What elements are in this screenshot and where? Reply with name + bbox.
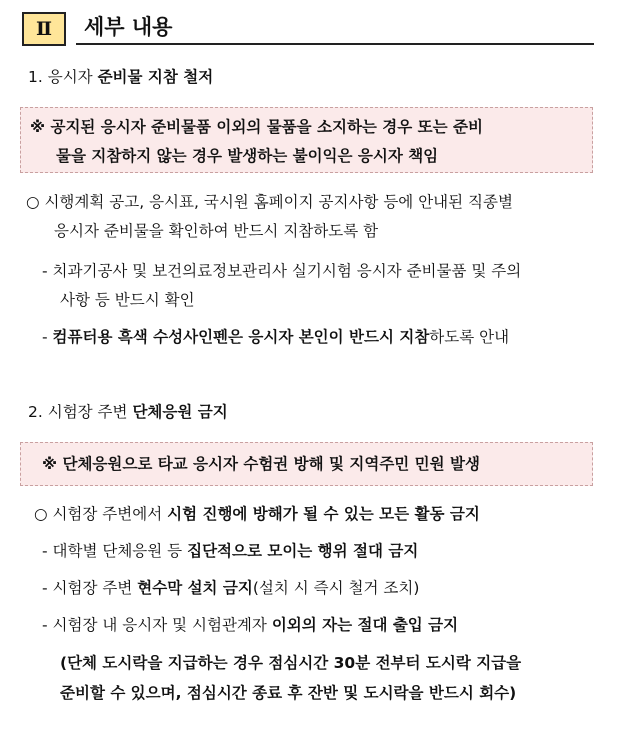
item1-sub2-bold: 컴퓨터용 흑색 수성사인펜은 응시자 본인이 반드시 지참 bbox=[52, 328, 430, 346]
item1-bullet-line2: 응시자 준비물을 확인하여 반드시 지참하도록 함 bbox=[54, 222, 379, 240]
item1-sub1-line1: - 치과기공사 및 보건의료정보관리사 실기시험 응시자 준비물품 및 주의 bbox=[42, 262, 522, 280]
item2-bullet-prefix: ○ 시험장 주변에서 bbox=[34, 505, 168, 523]
item2-heading-bold: 단체응원 금지 bbox=[132, 403, 228, 421]
item2-note-line1: (단체 도시락을 지급하는 경우 점심시간 30분 전부터 도시락 지급을 bbox=[60, 654, 522, 672]
item2-bullet bbox=[34, 503, 480, 525]
item1-sub2-dash: - bbox=[42, 328, 53, 346]
item1-heading-bold: 준비물 지참 철저 bbox=[97, 68, 214, 86]
item2-notice: ※ 단체응원으로 타교 응시자 수험권 방해 및 지역주민 민원 발생 bbox=[42, 455, 480, 473]
item1-bullet-line1: ○ 시행계획 공고, 응시표, 국시원 홈페이지 공지사항 등에 안내된 직종별 bbox=[26, 193, 513, 211]
item1-heading bbox=[28, 66, 213, 88]
section-underline bbox=[76, 43, 594, 45]
item2-sub2 bbox=[42, 577, 419, 599]
item1-heading-prefix: 1. 응시자 bbox=[28, 68, 98, 86]
item2-note-line2: 준비할 수 있으며, 점심시간 종료 후 잔반 및 도시락을 반드시 회수) bbox=[60, 684, 517, 702]
item2-sub1 bbox=[42, 540, 418, 562]
item2-sub2-bold: 현수막 설치 금지 bbox=[137, 579, 253, 597]
item1-notice-line2: 물을 지참하지 않는 경우 발생하는 불이익은 응시자 책임 bbox=[56, 147, 439, 165]
item1-notice-line1: ※ 공지된 응시자 준비물품 이외의 물품을 소지하는 경우 또는 준비 bbox=[30, 118, 483, 136]
item2-sub3-prefix: - 시험장 내 응시자 및 시험관계자 bbox=[42, 616, 272, 634]
item2-sub3 bbox=[42, 614, 458, 636]
item2-sub1-bold: 집단적으로 모이는 행위 절대 금지 bbox=[187, 542, 419, 560]
item1-sub2-rest: 하도록 안내 bbox=[429, 328, 510, 346]
item2-heading bbox=[28, 401, 228, 423]
section-number-badge: Ⅱ bbox=[22, 12, 66, 46]
item1-sub1-line2: 사항 등 반드시 확인 bbox=[60, 291, 195, 309]
item1-sub2 bbox=[42, 326, 509, 348]
item2-sub1-prefix: - 대학별 단체응원 등 bbox=[42, 542, 188, 560]
section-title: 세부 내용 bbox=[84, 15, 173, 39]
item2-sub2-rest: (설치 시 즉시 철거 조치) bbox=[252, 579, 420, 597]
item2-bullet-bold: 시험 진행에 방해가 될 수 있는 모든 활동 금지 bbox=[167, 505, 480, 523]
item2-heading-prefix: 2. 시험장 주변 bbox=[28, 403, 133, 421]
section-header bbox=[22, 8, 594, 48]
item2-sub2-prefix: - 시험장 주변 bbox=[42, 579, 138, 597]
item2-sub3-bold: 이외의 자는 절대 출입 금지 bbox=[271, 616, 459, 634]
